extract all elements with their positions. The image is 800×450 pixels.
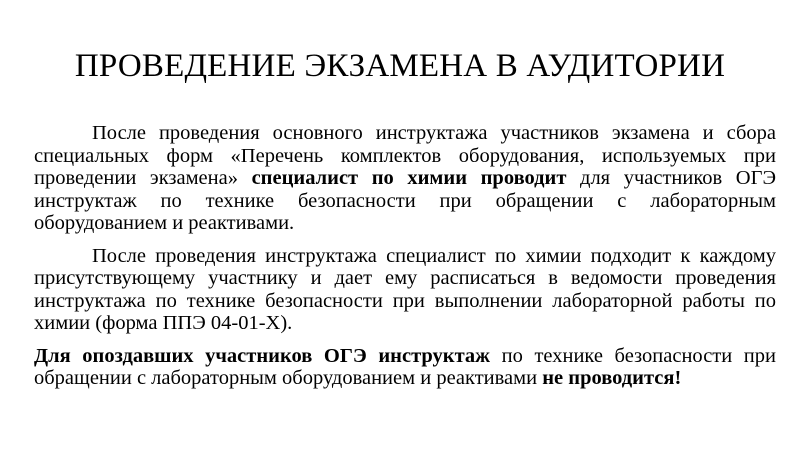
slide-title: ПРОВЕДЕНИЕ ЭКЗАМЕНА В АУДИТОРИИ	[74, 48, 726, 84]
slide-body	[34, 122, 776, 390]
paragraph-latecomers	[34, 345, 776, 390]
paragraph-briefing-bold: специалист по химии проводит	[251, 167, 567, 189]
paragraph-briefing	[34, 122, 776, 235]
paragraph-briefing-text-a: После проведения основного инструктажа участников экзамена и сбора специальных форм «Перечень комплектов оборудования, используемых при проведении экзамена»	[34, 122, 776, 189]
paragraph-briefing-text-b: для участников ОГЭ инструктаж по технике безопасности при обращении с лабораторным оборудованием и реактивами.	[34, 167, 776, 234]
paragraph-latecomers-bold-b: не проводится!	[542, 367, 682, 389]
paragraph-signature	[34, 245, 776, 335]
paragraph-latecomers-text: по технике безопасности при обращении с лабораторным оборудованием и реактивами	[34, 344, 776, 389]
paragraph-latecomers-bold-a: Для опоздавших участников ОГЭ инструктаж	[34, 344, 491, 367]
paragraph-signature-text: После проведения инструктажа специалист по химии подходит к каждому присутствующему участнику и дает ему расписаться в ведомости проведения инструктажа по технике безопасности при выполнении лабораторной работы по химии (форма ППЭ 04-01-Х).	[34, 244, 776, 334]
